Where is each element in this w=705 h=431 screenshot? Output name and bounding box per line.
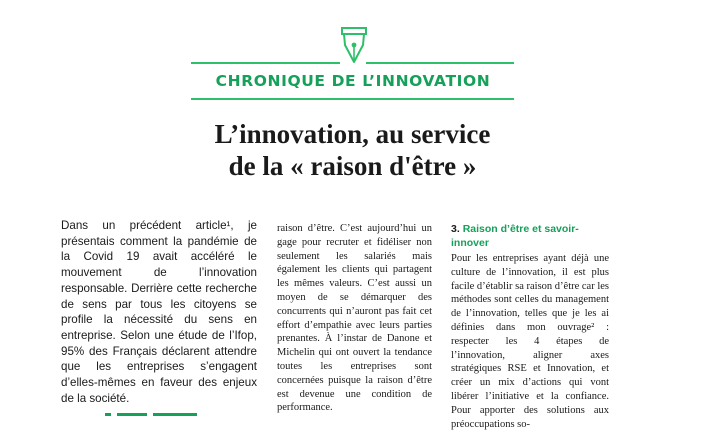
article-title bbox=[100, 118, 605, 182]
column-2-text: raison d’être. C’est aujourd’hui un gage pour recruter et fidéliser non seulement les salariés mais également les clients qui partagent les mêmes valeurs. C’est aussi un moyen de se démarquer des concurrents qui n’auront pas fait cet effort d’empathie avec leurs parties prenantes. À l’instar de Danone et Michelin qui ont ouvert la tendance toutes les entreprises sont concernées puisque la raison d’être est devenue une condition de performance. bbox=[277, 223, 432, 414]
header-rule-right bbox=[366, 62, 514, 64]
title-line-2: de la « raison d'être » bbox=[228, 151, 477, 181]
section-number: 3. bbox=[451, 223, 460, 235]
section-title: Raison d’être et savoir-innover bbox=[451, 223, 579, 249]
column-3-text: Pour les entreprises ayant déjà une culture de l’innovation, il est plus facile d’établir sa raison d’être car les méthodes sont celles du management de l’innovation, telles que je les ai définies dans mon ouvrage² : respecter les 4 étapes de l’innovation, aligner axes stratégiques RSE et Innovation, et créer un mix d’actions qui vont libérer l’initiative et la confiance. Pour apporter des solutions aux préoccupations so- bbox=[451, 253, 609, 430]
cropped-text-shape bbox=[95, 405, 255, 416]
column-1-text: Dans un précédent article¹, je présentais comment la pandémie de la Covid 19 avait accéléré le mouvement de l’innovation responsable. Derrière cette recherche de sens par tous les citoyens se profile la nécessité du sens en entreprise. Selon une étude de l’Ifop, 95% des Français déclarent attendre que les entreprises s’engagent d’elles-mêmes en faveur des enjeux de la société. bbox=[61, 219, 257, 405]
rubric-title: CHRONIQUE DE L’INNOVATION bbox=[215, 72, 491, 90]
column-3 bbox=[451, 222, 609, 431]
section-heading bbox=[451, 222, 609, 250]
rubric-rule-bottom bbox=[191, 98, 514, 100]
pen-nib-icon bbox=[341, 27, 367, 65]
title-line-1: L’innovation, au service bbox=[214, 119, 491, 149]
header-rule-left bbox=[191, 62, 340, 64]
cut-off-heading-fragment bbox=[95, 404, 255, 416]
